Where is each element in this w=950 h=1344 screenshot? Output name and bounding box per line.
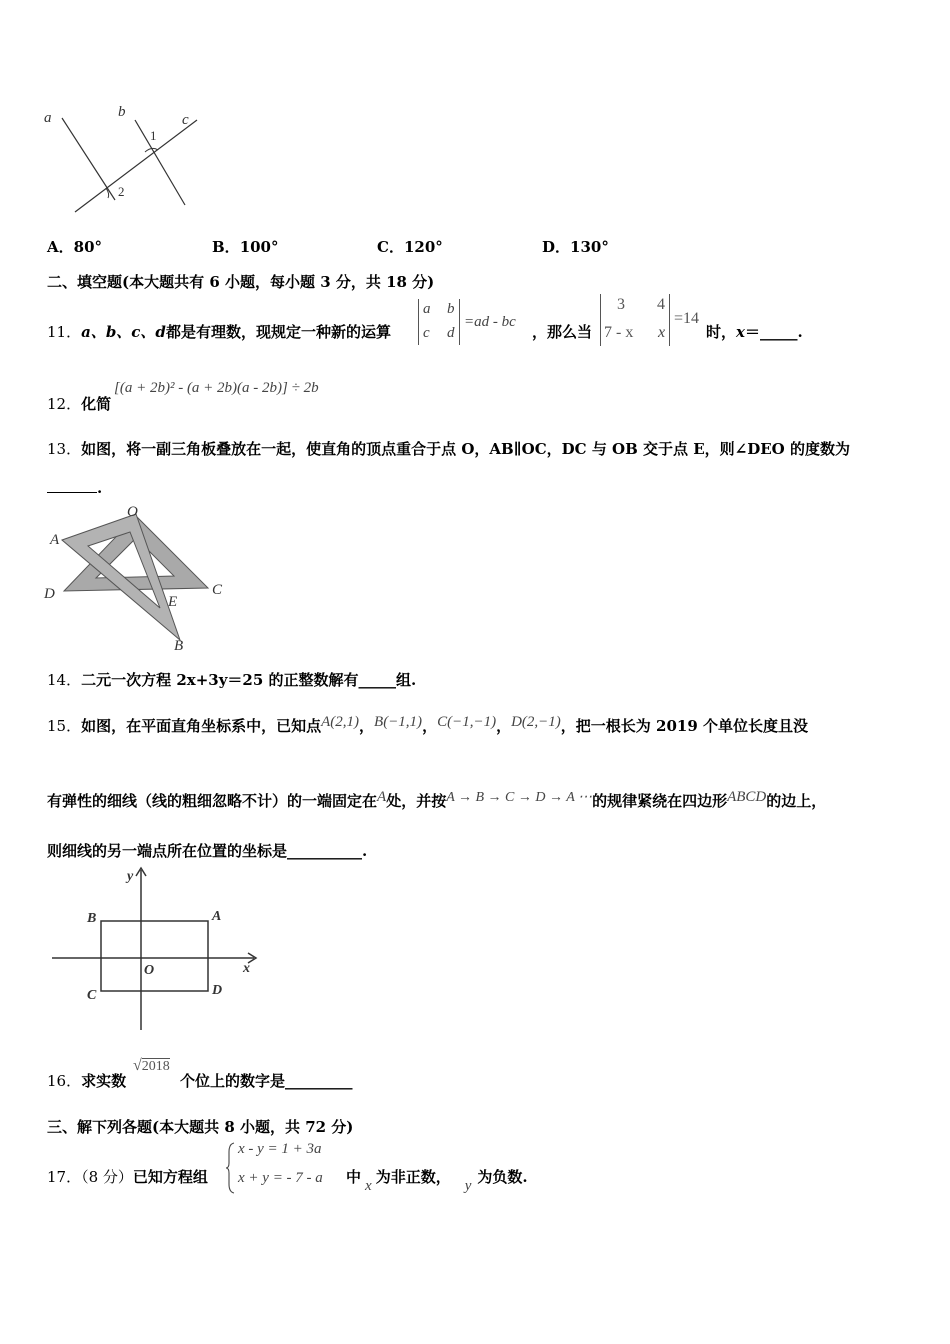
point-a: A(2,1) [321, 714, 360, 730]
q15-line2 [47, 790, 826, 811]
q11-text3: 时， [706, 323, 737, 341]
q17-text4: 为负数. [477, 1168, 528, 1186]
q12-expression: [(a + 2b)² - (a + 2b)(a - 2b)] ÷ 2b [114, 380, 319, 396]
q16-text [47, 1070, 126, 1091]
label-x: x [243, 961, 250, 976]
option-d [542, 236, 609, 257]
q17-text2: 中 [346, 1168, 362, 1186]
q14-number: 14． [47, 671, 82, 689]
q16-text1: 求实数 [81, 1072, 127, 1090]
q16-number: 16． [47, 1072, 82, 1090]
q17-score: （8 分） [81, 1168, 133, 1186]
label-O: O [127, 504, 138, 520]
q15-quad: ABCD [727, 789, 767, 805]
point-d: D(2,−1) [511, 714, 561, 730]
q15-line1b: ，把一根长为 2019 个单位长度且没 [560, 717, 808, 735]
q15-line1a: 如图，在平面直角坐标系中，已知点 [81, 717, 322, 735]
option-letter: B． [212, 238, 240, 256]
q12-label: 化简 [81, 395, 112, 413]
q17-lead [47, 1166, 208, 1187]
q15-line2d: 的边上， [766, 792, 827, 810]
label-A: A [212, 909, 222, 924]
figure-triangle-boards [40, 500, 230, 655]
option-c [377, 236, 443, 257]
option-letter: C． [377, 238, 404, 256]
label-C: C [87, 988, 97, 1003]
option-value: 80° [73, 238, 103, 256]
det2-b: 4 [657, 296, 665, 313]
option-value: 100° [239, 238, 279, 256]
q13-answer-line [47, 478, 102, 497]
q16-tail: 个位上的数字是_________ [180, 1072, 353, 1090]
q13-body: 如图，将一副三角板叠放在一起，使直角的顶点重合于点 O，AB∥OC，DC 与 OB 交于点 E，则∠DEO 的度数为 [81, 440, 850, 458]
q13-number: 13． [47, 440, 82, 458]
label-B: B [87, 911, 97, 926]
option-b [212, 236, 279, 257]
determinant-numeric [600, 294, 670, 346]
option-letter: A． [47, 238, 74, 256]
label-c: c [182, 112, 189, 128]
q14-text [47, 669, 416, 690]
label-C: C [212, 582, 223, 598]
sqrt-symbol: √ [133, 1057, 142, 1074]
q11-vars: a、b、c、d [81, 323, 166, 341]
section-2-heading: 二、填空题(本大题共有 6 小题，每小题 3 分，共 18 分) [47, 273, 435, 291]
q11-text4: ＝_____. [744, 323, 803, 341]
det-c: c [423, 325, 430, 341]
q17-text3: 为非正数， [375, 1168, 451, 1186]
point-c: C(−1,−1) [437, 714, 497, 730]
label-y: y [127, 869, 134, 884]
brace-icon [226, 1142, 236, 1194]
option-a [47, 236, 102, 257]
det2-c: 7 - x [604, 324, 634, 341]
sqrt-radicand: 2018 [141, 1059, 170, 1074]
determinant-abcd [418, 299, 460, 345]
answer-blank [47, 478, 97, 493]
det-b: b [447, 301, 455, 317]
q12-number: 12． [47, 395, 82, 413]
q17-text1: 已知方程组 [132, 1168, 208, 1186]
figure-parallel-lines [40, 100, 210, 220]
q11-number: 11． [47, 323, 82, 341]
q17-tail [346, 1166, 528, 1194]
q11-x: x [736, 323, 745, 341]
det2-d: x [658, 324, 666, 341]
q11-tail [706, 321, 803, 342]
q17-equation-2: x + y = - 7 - a [238, 1170, 323, 1186]
label-1: 1 [150, 128, 157, 143]
q12-text [47, 393, 111, 414]
label-A: A [50, 532, 60, 548]
det-a: a [423, 301, 431, 317]
option-letter: D． [542, 238, 571, 256]
det2-a: 3 [617, 296, 625, 313]
label-a: a [44, 110, 52, 126]
label-E: E [168, 594, 178, 610]
label-D: D [212, 983, 223, 998]
q13-text [47, 438, 850, 459]
q15-line1: 15．如图，在平面直角坐标系中，已知点A(2,1)，B(−1,1)，C(−1,−1)，D(2,−1)，把一根长为 2019 个单位长度且没 [47, 714, 808, 735]
q13-tail: . [97, 479, 103, 497]
q15-line2a: 有弹性的细线（线的粗细忽略不计）的一端固定在 [47, 792, 378, 810]
label-D: D [44, 586, 55, 602]
q15-line2b: 处，并按 [386, 792, 447, 810]
q11-equals: =14 [674, 310, 700, 327]
section-3-heading: 三、解下列各题(本大题共 8 小题，共 72 分) [47, 1118, 354, 1136]
q11-definition: =ad - bc [464, 314, 516, 330]
sqrt-2018 [133, 1056, 170, 1075]
point-b: B(−1,1) [374, 714, 423, 730]
figure-coordinate-plane [44, 862, 264, 1034]
q14-body: 二元一次方程 2x+3y＝25 的正整数解有_____组. [81, 671, 417, 689]
q17-equation-1: x - y = 1 + 3a [238, 1141, 322, 1157]
det-d: d [447, 325, 455, 341]
q11-text2: ，那么当 [532, 323, 593, 341]
q17-x: x [365, 1178, 372, 1194]
option-value: 130° [570, 238, 609, 256]
q11-text1: 都是有理数，现规定一种新的运算 [165, 323, 391, 341]
label-b: b [118, 104, 126, 120]
q15-path: A → B → C → D → A ⋯ [446, 790, 593, 805]
q15-line3: 则细线的另一端点所在位置的坐标是__________. [47, 842, 368, 860]
label-O: O [144, 963, 155, 978]
option-value: 120° [403, 238, 443, 256]
label-B: B [174, 638, 184, 654]
label-2: 2 [118, 184, 125, 199]
q15-number: 15． [47, 717, 82, 735]
q11-text [47, 321, 391, 342]
q17-y: y [464, 1178, 472, 1194]
q15-point-a: A [377, 789, 387, 805]
q15-line2c: 的规律紧绕在四边形 [592, 792, 728, 810]
q17-number: 17． [47, 1168, 82, 1186]
